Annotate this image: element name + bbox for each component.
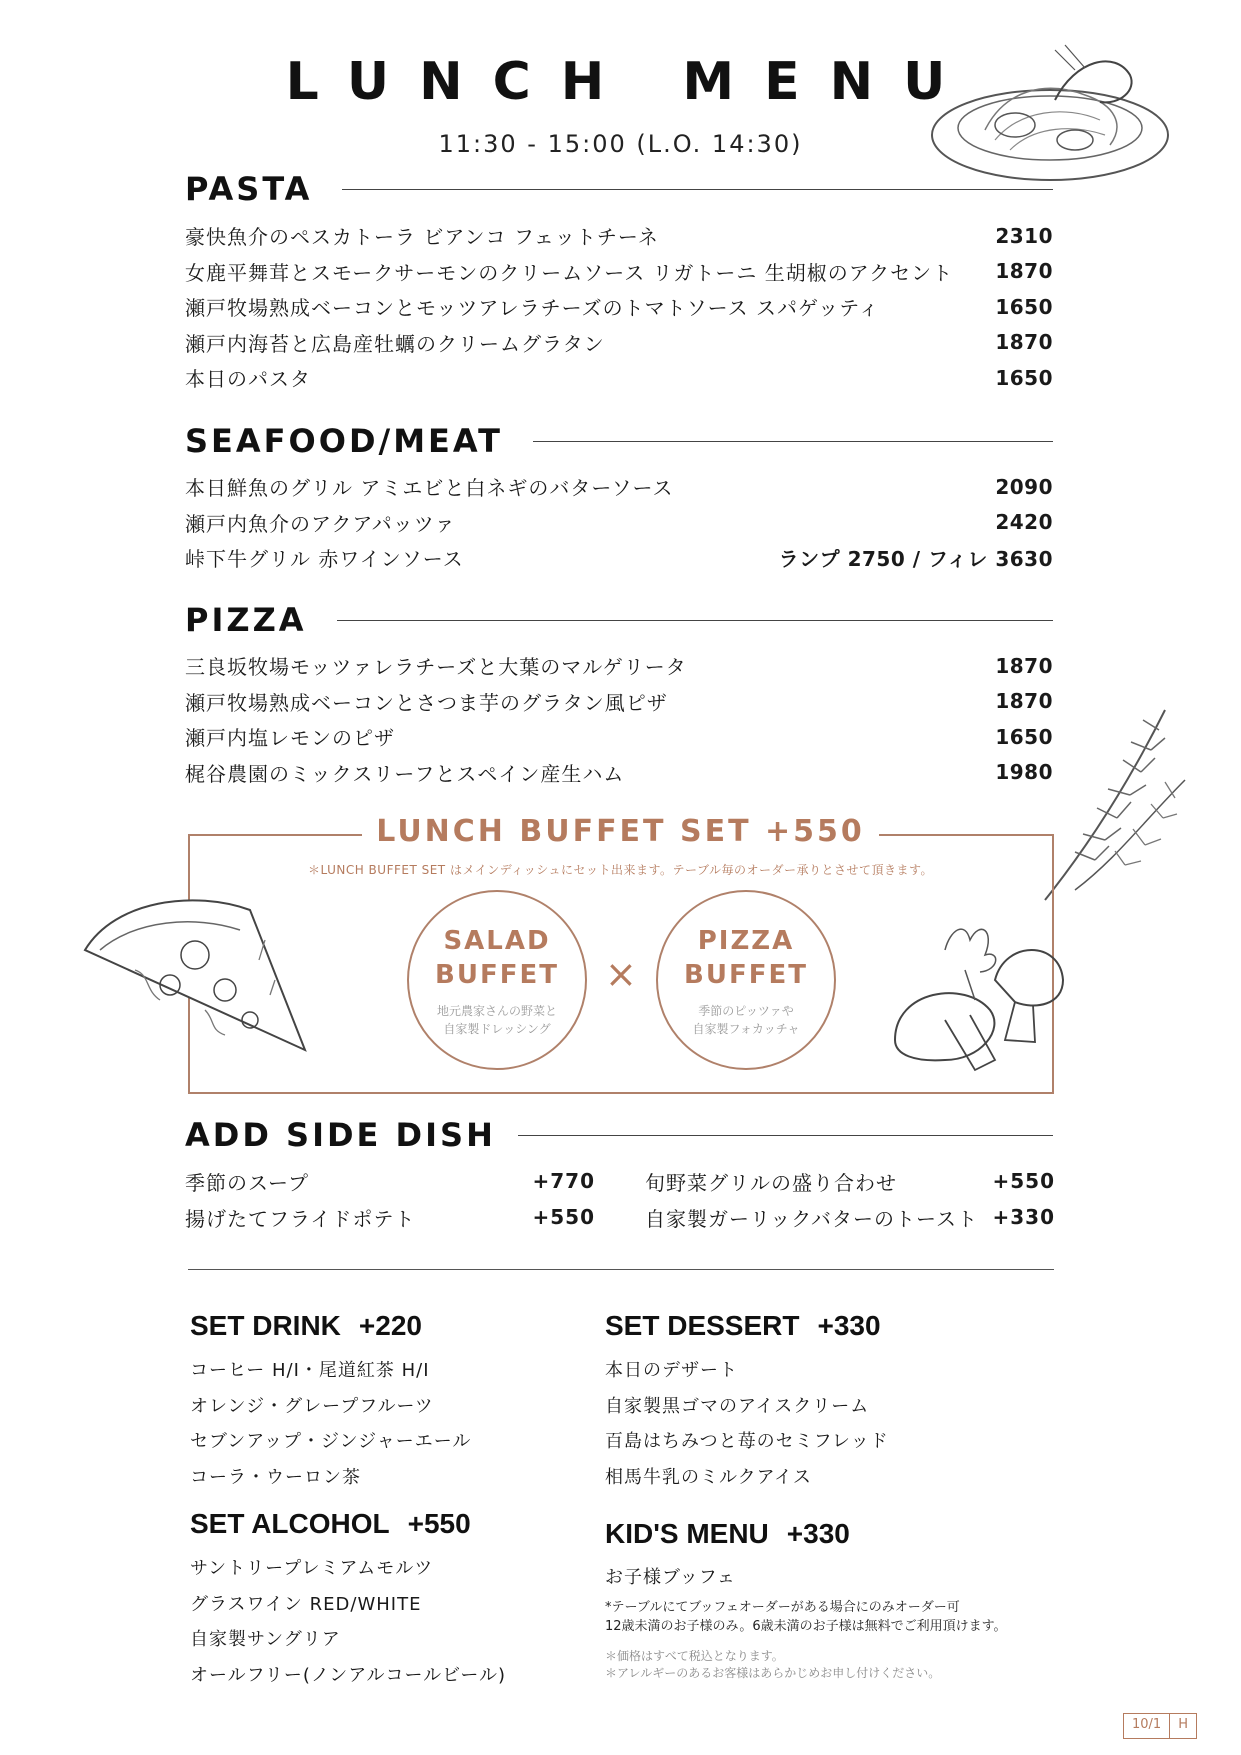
side-item: 揚げたてフライドポテト +550 [185, 1205, 595, 1231]
hours: 11:30 - 15:00 (L.O. 14:30) [438, 130, 803, 158]
seafood-heading: SEAFOOD/MEAT [185, 422, 503, 460]
menu-item: 本日のパスタ 1650 [185, 365, 1053, 392]
dessert-heading: SET DESSERT +330 [605, 1310, 881, 1341]
times-symbol: × [605, 952, 637, 996]
menu-item: 梶谷農園のミックスリーフとスペイン産生ハム 1980 [185, 760, 1053, 786]
kids-note: *テーブルにてブッフェオーダーがある場合にのみオーダー可 12歳未満のお子様のみ。6歳未満のお子様は無料でご利用頂けます。 [605, 1600, 1007, 1634]
buffet-note: ＊LUNCH BUFFET SET はメインディッシュにセット出来ます。テーブル毎のオーダー承りとさせて頂きます。 [307, 863, 934, 877]
buffet-title: LUNCH BUFFET SET +550 [0, 814, 1241, 849]
divider [337, 620, 1053, 621]
menu-item: 女鹿平舞茸とスモークサーモンのクリームソース リガトーニ 生胡椒のアクセント 1870 [185, 259, 1053, 285]
drink-list [190, 1353, 471, 1495]
list-item: コーラ・ウーロン茶 [190, 1466, 361, 1488]
side-list-left [185, 1163, 595, 1235]
menu-item: 瀬戸牧場熟成ベーコンとモッツアレラチーズのトマトソース スパゲッティ 1650 [185, 294, 1053, 321]
list-item: 自家製黒ゴマのアイスクリーム [605, 1395, 870, 1417]
side-heading: ADD SIDE DISH [185, 1116, 496, 1154]
pizza-slice-illustration [75, 880, 320, 1070]
pasta-section-header [185, 170, 1053, 208]
salad-buffet-circle: SALAD BUFFET 地元農家さんの野菜と 自家製ドレッシング [407, 890, 587, 1070]
list-item: 百島はちみつと苺のセミフレッド [605, 1431, 889, 1452]
alcohol-heading: SET ALCOHOL +550 [190, 1508, 471, 1539]
pasta-list [185, 218, 1053, 396]
rosemary-illustration [1035, 700, 1195, 910]
menu-item: 峠下牛グリル 赤ワインソース ランプ 2750 / フィレ 3630 [185, 547, 1053, 572]
page-title: LUNCH MENU [285, 52, 976, 112]
dessert-list [605, 1353, 889, 1495]
list-item: 自家製サングリア [190, 1629, 341, 1650]
side-list-right [645, 1163, 1055, 1235]
list-item: オールフリー(ノンアルコールビール) [190, 1664, 507, 1686]
list-item: コーヒー H/I・尾道紅茶 H/I [190, 1360, 430, 1381]
divider [188, 1269, 1054, 1270]
list-item: サントリープレミアムモルツ [190, 1558, 434, 1579]
side-item: 季節のスープ +770 [185, 1169, 595, 1195]
list-item: 相馬牛乳のミルクアイス [605, 1466, 812, 1488]
pizza-buffet-circle: PIZZA BUFFET 季節のピッツァや 自家製フォカッチャ [656, 890, 836, 1070]
version-badge: 10/1 H [1123, 1713, 1197, 1739]
list-item: オレンジ・グレープフルーツ [190, 1395, 434, 1417]
pasta-heading: PASTA [185, 170, 313, 208]
menu-item: 三良坂牧場モッツァレラチーズと大葉のマルゲリータ 1870 [185, 653, 1053, 680]
side-section-header [185, 1116, 1053, 1154]
menu-item: 本日鮮魚のグリル アミエビと白ネギのバターソース 2090 [185, 474, 1053, 501]
seafood-list [185, 469, 1053, 576]
menu-item: 瀬戸内塩レモンのピザ 1650 [185, 724, 1053, 751]
pizza-section-header [185, 601, 1053, 639]
divider [342, 189, 1053, 190]
divider [533, 441, 1053, 442]
divider [518, 1135, 1053, 1136]
kids-item: お子様ブッフェ [605, 1567, 736, 1588]
list-item: グラスワイン RED/WHITE [190, 1593, 422, 1615]
drink-heading: SET DRINK +220 [190, 1310, 422, 1341]
list-item: 本日のデザート [605, 1360, 738, 1381]
list-item: セブンアップ・ジンジャーエール [190, 1431, 472, 1452]
footnotes: ＊価格はすべて税込となります。 ＊アレルギーのあるお客様はあらかじめお申し付けください。 [605, 1649, 941, 1680]
menu-item: 瀬戸牧場熟成ベーコンとさつま芋のグラタン風ピザ 1870 [185, 689, 1053, 715]
menu-item: 瀬戸内魚介のアクアパッツァ 2420 [185, 510, 1053, 536]
pizza-heading: PIZZA [185, 601, 307, 639]
menu-item: 豪快魚介のペスカトーラ ビアンコ フェットチーネ 2310 [185, 223, 1053, 250]
kids-heading: KID'S MENU +330 [605, 1518, 850, 1549]
mushroom-illustration [885, 910, 1065, 1080]
pizza-list [185, 648, 1053, 790]
side-item: 自家製ガーリックバターのトースト +330 [645, 1205, 1055, 1231]
seafood-section-header [185, 422, 1053, 460]
menu-item: 瀬戸内海苔と広島産牡蠣のクリームグラタン 1870 [185, 330, 1053, 356]
alcohol-list [190, 1551, 506, 1693]
seafood-pasta-illustration [925, 40, 1175, 190]
side-item: 旬野菜グリルの盛り合わせ +550 [645, 1169, 1055, 1195]
